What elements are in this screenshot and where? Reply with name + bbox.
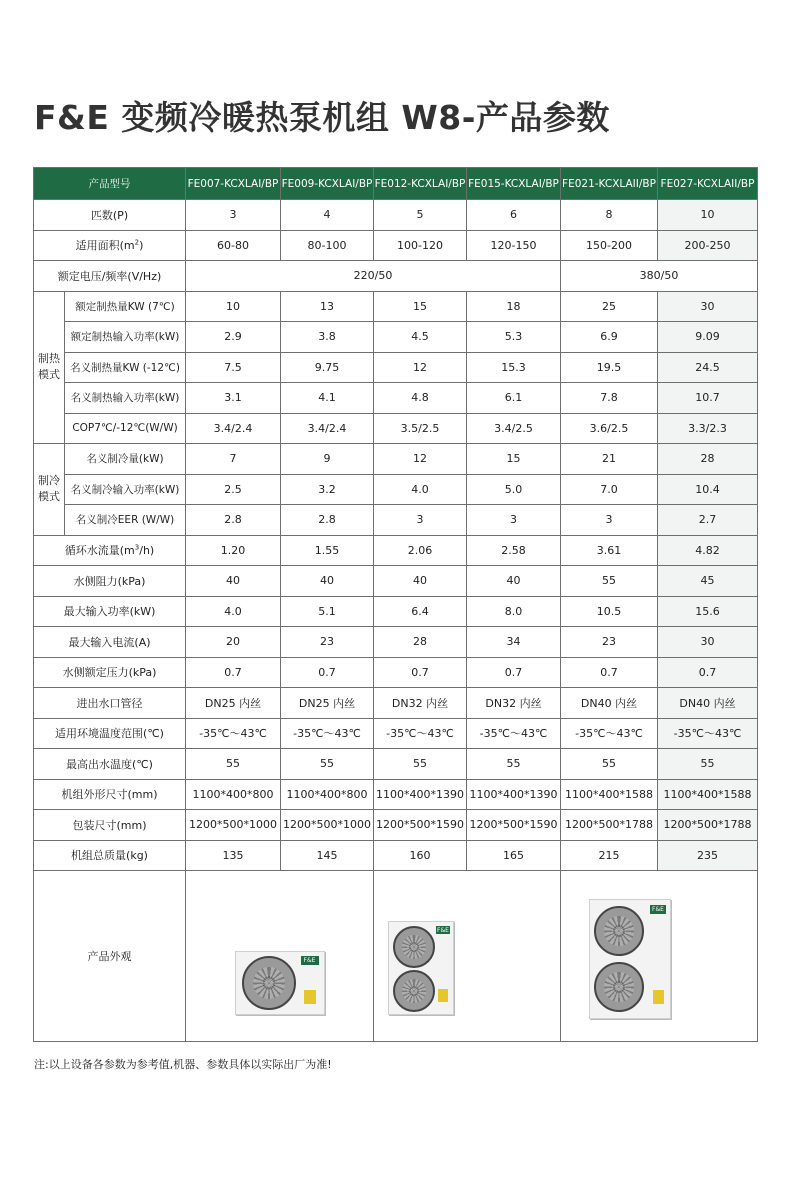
unit-image-medium: [388, 921, 454, 1015]
fan-icon: [393, 926, 435, 968]
table-cell: -35℃～43℃: [186, 718, 281, 749]
table-cell: 2.8: [186, 505, 281, 536]
table-cell: 4.8: [374, 383, 467, 414]
table-cell: DN40 内丝: [561, 688, 658, 719]
table-cell: 1100*400*1588: [561, 779, 658, 810]
table-cell: 8.0: [467, 596, 561, 627]
table-cell: 235: [658, 840, 758, 871]
table-cell: 7: [186, 444, 281, 475]
table-cell: 3.3/2.3: [658, 413, 758, 444]
table-cell: 3.6/2.5: [561, 413, 658, 444]
table-row: [34, 535, 758, 566]
table-cell: 40: [374, 566, 467, 597]
table-cell: 30: [658, 627, 758, 658]
model-header: FE012-KCXLAI/BP: [374, 168, 467, 200]
row-label: 机组外形尺寸(mm): [34, 779, 186, 810]
table-cell: 0.7: [561, 657, 658, 688]
table-cell: 135: [186, 840, 281, 871]
row-label-text: ): [139, 239, 144, 253]
table-cell: 4.82: [658, 535, 758, 566]
table-row: [34, 840, 758, 871]
table-row: [34, 261, 758, 292]
table-row: [34, 413, 758, 444]
table-cell: 220/50: [186, 261, 561, 292]
table-cell: -35℃～43℃: [281, 718, 374, 749]
brand-logo-tag: F&E: [437, 927, 449, 934]
energy-label-icon: [304, 990, 316, 1004]
row-label: 额定制热量KW (7℃): [65, 291, 186, 322]
table-cell: 1200*500*1788: [658, 810, 758, 841]
table-cell: 1100*400*800: [281, 779, 374, 810]
table-row: [34, 352, 758, 383]
row-label: 名义制热量KW (-12℃): [65, 352, 186, 383]
table-cell: 6.9: [561, 322, 658, 353]
table-cell: -35℃～43℃: [561, 718, 658, 749]
table-cell: 2.8: [281, 505, 374, 536]
table-cell: 2.58: [467, 535, 561, 566]
table-cell: 55: [467, 749, 561, 780]
table-cell: 13: [281, 291, 374, 322]
table-cell: 5: [374, 200, 467, 231]
table-cell: -35℃～43℃: [467, 718, 561, 749]
table-cell: 9: [281, 444, 374, 475]
appearance-row: [34, 871, 758, 1042]
table-cell: 3.2: [281, 474, 374, 505]
table-cell: 200-250: [658, 230, 758, 261]
row-label: [34, 230, 186, 261]
table-cell: 10.7: [658, 383, 758, 414]
table-cell: 10: [186, 291, 281, 322]
table-cell: -35℃～43℃: [658, 718, 758, 749]
table-cell: 55: [374, 749, 467, 780]
row-label-text: 循环水流量(m: [64, 544, 135, 558]
table-cell: 0.7: [374, 657, 467, 688]
appearance-cell: [561, 871, 758, 1042]
table-row: [34, 230, 758, 261]
table-row: [34, 627, 758, 658]
table-cell: DN32 内丝: [467, 688, 561, 719]
table-row: [34, 657, 758, 688]
table-cell: 4.0: [186, 596, 281, 627]
fan-icon: [594, 962, 644, 1012]
row-label: 最大输入功率(kW): [34, 596, 186, 627]
table-cell: 25: [561, 291, 658, 322]
table-header-row: [34, 168, 758, 200]
table-cell: 1100*400*800: [186, 779, 281, 810]
table-cell: DN40 内丝: [658, 688, 758, 719]
table-cell: 40: [281, 566, 374, 597]
table-cell: 4.1: [281, 383, 374, 414]
row-label: 适用环境温度范围(℃): [34, 718, 186, 749]
row-label: 水侧阻力(kPa): [34, 566, 186, 597]
row-label: 最高出水温度(℃): [34, 749, 186, 780]
model-header: FE015-KCXLAI/BP: [467, 168, 561, 200]
table-cell: 55: [561, 566, 658, 597]
table-row: [34, 474, 758, 505]
row-label: 额定电压/频率(V/Hz): [34, 261, 186, 292]
row-label: 匹数(P): [34, 200, 186, 231]
brand-logo-tag: F&E: [650, 905, 666, 914]
model-header: FE009-KCXLAI/BP: [281, 168, 374, 200]
table-cell: 5.3: [467, 322, 561, 353]
table-cell: 1100*400*1390: [467, 779, 561, 810]
table-cell: 100-120: [374, 230, 467, 261]
row-label: 水侧额定压力(kPa): [34, 657, 186, 688]
superscript: 3: [134, 543, 140, 552]
row-label: 名义制冷EER (W/W): [65, 505, 186, 536]
row-label: 产品外观: [34, 871, 186, 1042]
table-cell: 3.4/2.5: [467, 413, 561, 444]
row-label: 包装尺寸(mm): [34, 810, 186, 841]
table-cell: 1200*500*1590: [374, 810, 467, 841]
table-cell: 10: [658, 200, 758, 231]
table-cell: 1100*400*1588: [658, 779, 758, 810]
table-cell: 4.0: [374, 474, 467, 505]
table-cell: 3.8: [281, 322, 374, 353]
row-label: 最大输入电流(A): [34, 627, 186, 658]
table-cell: 2.7: [658, 505, 758, 536]
table-cell: 55: [561, 749, 658, 780]
table-cell: 15.6: [658, 596, 758, 627]
table-cell: 10.5: [561, 596, 658, 627]
table-cell: 1200*500*1590: [467, 810, 561, 841]
model-header: FE021-KCXLAII/BP: [561, 168, 658, 200]
row-label: 进出水口管径: [34, 688, 186, 719]
table-cell: 4.5: [374, 322, 467, 353]
table-row: [34, 779, 758, 810]
table-cell: 20: [186, 627, 281, 658]
table-row: [34, 688, 758, 719]
fan-icon: [393, 970, 435, 1012]
table-cell: 40: [467, 566, 561, 597]
table-cell: 60-80: [186, 230, 281, 261]
table-cell: 1200*500*1000: [186, 810, 281, 841]
table-cell: 0.7: [658, 657, 758, 688]
superscript: 2: [134, 238, 140, 247]
table-cell: 18: [467, 291, 561, 322]
table-cell: 4: [281, 200, 374, 231]
energy-label-icon: [438, 989, 448, 1002]
table-row: [34, 596, 758, 627]
table-cell: 28: [374, 627, 467, 658]
table-cell: 3.1: [186, 383, 281, 414]
table-cell: 55: [281, 749, 374, 780]
table-cell: 28: [658, 444, 758, 475]
table-cell: 15: [374, 291, 467, 322]
unit-image-large: [589, 899, 671, 1019]
table-cell: DN32 内丝: [374, 688, 467, 719]
table-cell: 7.8: [561, 383, 658, 414]
table-cell: 10.4: [658, 474, 758, 505]
row-label: 名义制冷输入功率(kW): [65, 474, 186, 505]
table-cell: 3: [467, 505, 561, 536]
fan-icon: [242, 956, 296, 1010]
table-row: [34, 444, 758, 475]
table-cell: 120-150: [467, 230, 561, 261]
table-cell: 3.4/2.4: [281, 413, 374, 444]
table-cell: 2.9: [186, 322, 281, 353]
table-cell: 12: [374, 444, 467, 475]
table-row: [34, 505, 758, 536]
spec-table: [33, 167, 758, 1042]
table-cell: 215: [561, 840, 658, 871]
table-cell: 1200*500*1000: [281, 810, 374, 841]
table-cell: 0.7: [186, 657, 281, 688]
general-rows: [34, 566, 758, 871]
table-cell: 3: [374, 505, 467, 536]
table-row: [34, 749, 758, 780]
table-cell: 2.5: [186, 474, 281, 505]
table-cell: 15: [467, 444, 561, 475]
table-cell: 3.4/2.4: [186, 413, 281, 444]
table-cell: 12: [374, 352, 467, 383]
row-label: [34, 535, 186, 566]
page-title: F&E 变频冷暖热泵机组 W8-产品参数: [34, 98, 610, 137]
table-cell: 80-100: [281, 230, 374, 261]
table-cell: 165: [467, 840, 561, 871]
appearance-cell: [374, 871, 561, 1042]
fan-icon: [594, 906, 644, 956]
table-row: [34, 383, 758, 414]
table-cell: 55: [658, 749, 758, 780]
table-cell: 0.7: [281, 657, 374, 688]
row-label: 机组总质量(kg): [34, 840, 186, 871]
row-label-text: 适用面积(m: [75, 239, 135, 253]
table-cell: 1200*500*1788: [561, 810, 658, 841]
table-cell: 9.75: [281, 352, 374, 383]
table-cell: 34: [467, 627, 561, 658]
table-cell: 45: [658, 566, 758, 597]
table-cell: 0.7: [467, 657, 561, 688]
table-row: [34, 718, 758, 749]
brand-logo-tag: F&E: [301, 956, 319, 965]
table-cell: 15.3: [467, 352, 561, 383]
table-cell: 9.09: [658, 322, 758, 353]
table-row: [34, 291, 758, 322]
table-cell: 8: [561, 200, 658, 231]
table-cell: 5.1: [281, 596, 374, 627]
model-header: FE007-KCXLAI/BP: [186, 168, 281, 200]
row-label: 名义制冷量(kW): [65, 444, 186, 475]
table-cell: 150-200: [561, 230, 658, 261]
table-cell: 19.5: [561, 352, 658, 383]
table-cell: 5.0: [467, 474, 561, 505]
table-cell: 2.06: [374, 535, 467, 566]
table-cell: 24.5: [658, 352, 758, 383]
table-cell: 30: [658, 291, 758, 322]
table-cell: -35℃～43℃: [374, 718, 467, 749]
table-cell: 6.4: [374, 596, 467, 627]
cooling-group-label: 制冷 模式: [34, 444, 65, 536]
row-label: 名义制热输入功率(kW): [65, 383, 186, 414]
table-cell: 380/50: [561, 261, 758, 292]
table-cell: 3: [186, 200, 281, 231]
model-header-label: 产品型号: [34, 168, 186, 200]
row-label: COP7℃/-12℃(W/W): [65, 413, 186, 444]
table-row: [34, 566, 758, 597]
table-cell: 145: [281, 840, 374, 871]
footnote: 注:以上设备各参数为参考值,机器、参数具体以实际出厂为准!: [34, 1058, 332, 1071]
model-header: FE027-KCXLAII/BP: [658, 168, 758, 200]
table-row: [34, 322, 758, 353]
table-cell: 7.5: [186, 352, 281, 383]
table-cell: 3.61: [561, 535, 658, 566]
heating-group-label: 制热 模式: [34, 291, 65, 444]
table-cell: 6.1: [467, 383, 561, 414]
table-cell: 3.5/2.5: [374, 413, 467, 444]
table-cell: DN25 内丝: [186, 688, 281, 719]
table-cell: 40: [186, 566, 281, 597]
table-cell: 21: [561, 444, 658, 475]
row-label: 额定制热输入功率(kW): [65, 322, 186, 353]
table-cell: 3: [561, 505, 658, 536]
appearance-cell: [186, 871, 374, 1042]
table-row: [34, 200, 758, 231]
table-cell: 55: [186, 749, 281, 780]
table-cell: 23: [281, 627, 374, 658]
table-cell: 6: [467, 200, 561, 231]
table-cell: 7.0: [561, 474, 658, 505]
table-row: [34, 810, 758, 841]
row-label-text: /h): [139, 544, 155, 558]
energy-label-icon: [653, 990, 664, 1004]
unit-image-small: [235, 951, 325, 1015]
table-cell: 160: [374, 840, 467, 871]
table-cell: 23: [561, 627, 658, 658]
table-cell: 1100*400*1390: [374, 779, 467, 810]
table-cell: 1.55: [281, 535, 374, 566]
table-cell: 1.20: [186, 535, 281, 566]
table-cell: DN25 内丝: [281, 688, 374, 719]
